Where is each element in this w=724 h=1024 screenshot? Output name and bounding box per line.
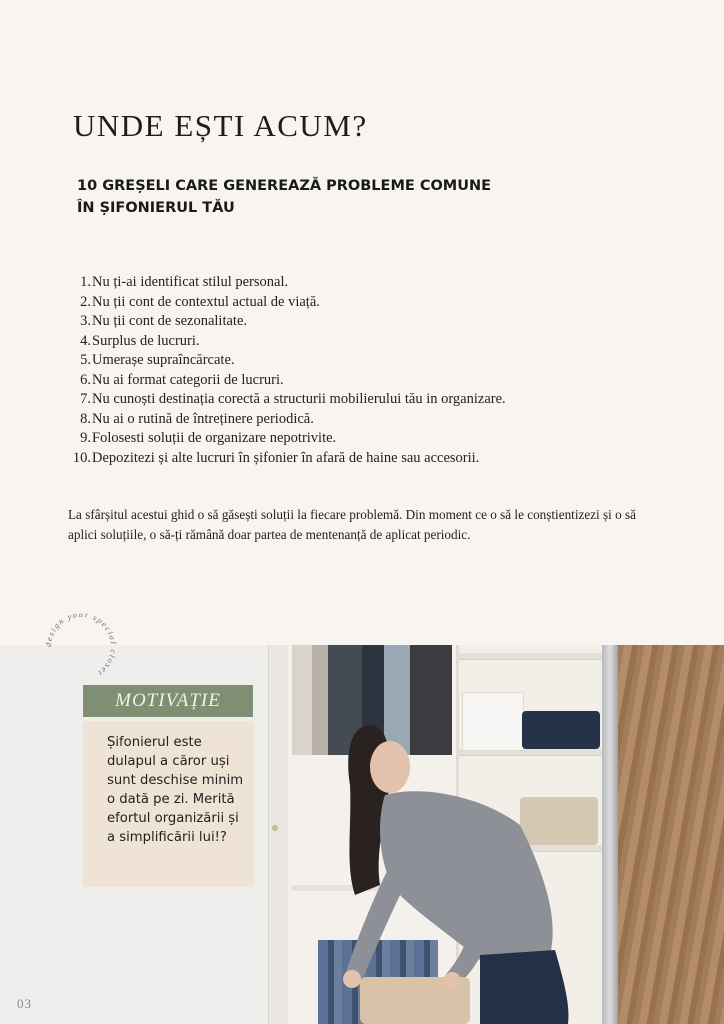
page-number: 03 [17,996,32,1011]
list-item-text: Nu ai o rutină de întreținere periodică. [92,410,314,427]
stamp-text: design your special closet [43,609,119,679]
list-item [72,273,506,293]
list-item [72,390,506,410]
list-item-text: Umerașe supraîncărcate. [92,352,235,368]
subtitle-line-2: ÎN ȘIFONIERUL TĂU [77,200,235,216]
motivation-card [83,721,254,887]
motivation-label: MOTIVAȚIE [83,685,253,717]
closet-door-edge [268,645,290,1024]
page-title: UNDE EȘTI ACUM? [73,108,368,143]
list-item [72,351,506,371]
mistakes-list [72,273,506,468]
list-item-text: Nu ții cont de sezonalitate. [92,313,248,329]
list-item [72,410,506,430]
list-item-number: 8. [80,410,91,427]
list-item-number: 2. [80,293,91,310]
list-item-text: Nu ții cont de contextul actual de viață. [92,293,320,310]
list-item-number: 4. [80,332,91,349]
list-item [72,449,506,469]
list-item-text: Nu cunoști destinația corectă a structurii mobilierului tău in organizare. [92,391,506,407]
list-item [72,371,506,391]
door-knob [272,825,278,831]
list-item [72,312,506,332]
list-item-number: 5. [80,352,91,368]
brand-stamp [40,606,122,688]
list-item-number: 3. [80,313,91,329]
list-item-text: Folosesti soluții de organizare nepotrivite. [92,430,337,446]
outro-paragraph: La sfârșitul acestui ghid o să găsești soluții la fiecare problemă. Din moment ce o să le conștientizezi și o să aplici soluțiile, o să-ți rămână doar partea de mentenanță de aplicat periodic. [68,507,636,542]
woman-figure [330,715,590,1024]
list-item-number: 1. [80,274,91,290]
svg-text:design your special closet [44,610,118,678]
section-subtitle [77,175,547,219]
list-item-number: 6. [80,371,91,388]
list-item [72,293,506,313]
list-item-text: Depozitezi și alte lucruri în șifonier în afară de haine sau accesorii. [92,449,480,466]
wood-panel [618,645,724,1024]
list-item-number: 7. [80,391,91,407]
list-item-number: 10. [72,449,91,466]
list-item [72,332,506,352]
list-item-number: 9. [80,430,91,446]
list-item-text: Nu ai format categorii de lucruri. [92,371,284,388]
shelf [459,653,608,659]
sliding-door-frame [602,645,618,1024]
motivation-text: Șifonierul este dulapul a căror uși sunt deschise minim o dată pe zi. Merită efortul organizării și a simplificării lui!? [107,735,244,845]
list-item-text: Surplus de lucruri. [92,332,200,349]
subtitle-line-1: 10 GREȘELI CARE GENEREAZĂ PROBLEME COMUNE [77,178,492,194]
list-item [72,429,506,449]
list-item-text: Nu ți-ai identificat stilul personal. [92,274,289,290]
